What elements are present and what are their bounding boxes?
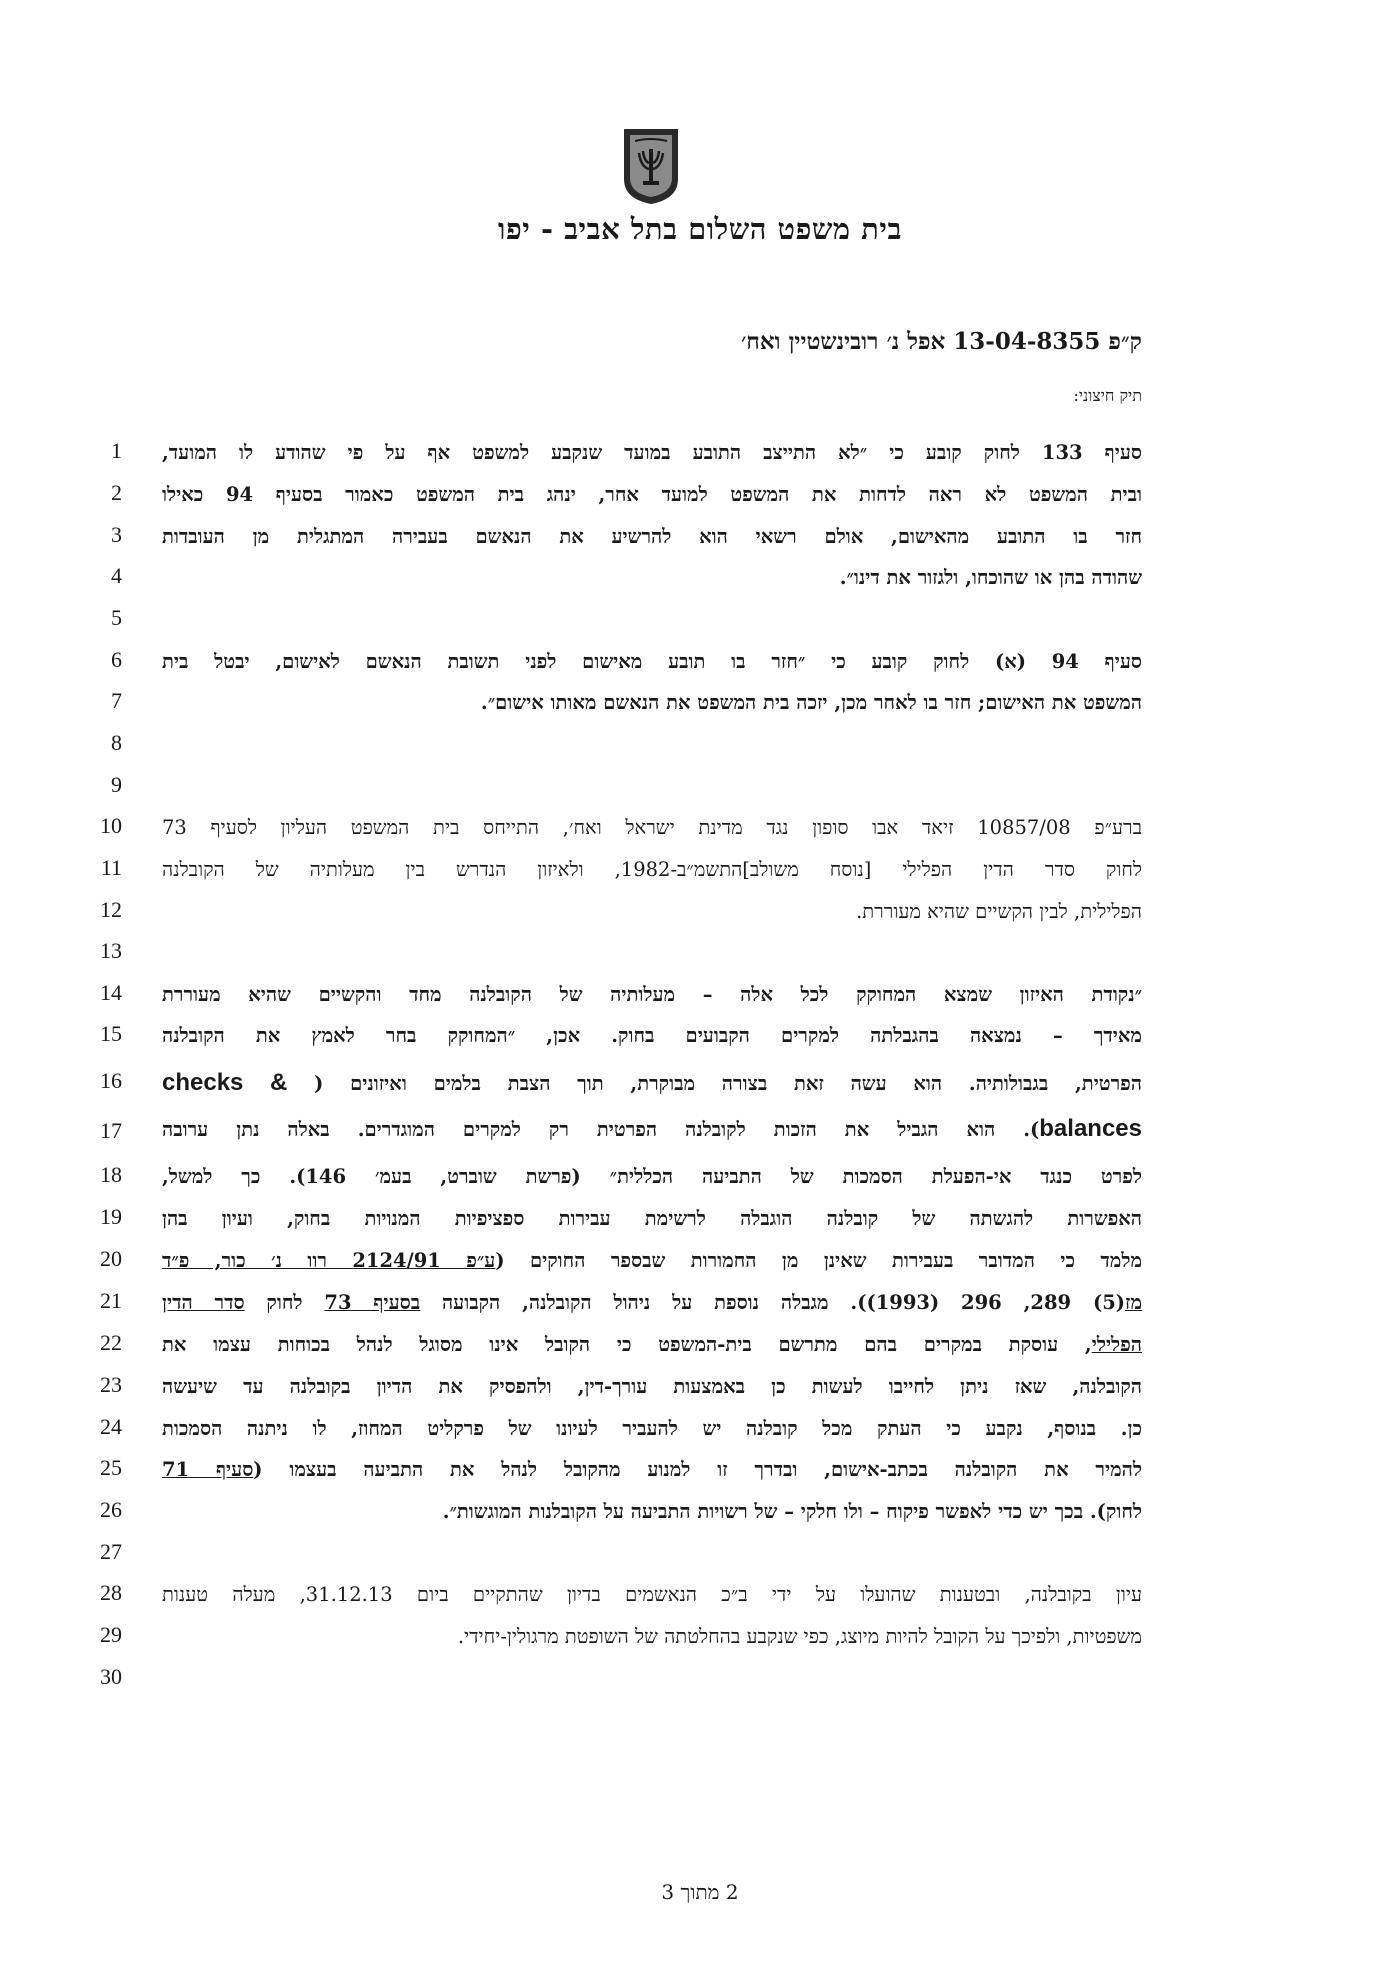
line-number: 18: [100, 1162, 122, 1187]
line-number: 16: [100, 1068, 122, 1093]
line-number: 29: [100, 1622, 122, 1647]
text-line-2: ובית המשפט לא ראה לדחות את המשפט למועד אחר, ינהג בית המשפט כאמור בסעיף 94 כאילו: [162, 483, 1142, 506]
text-line-25: [162, 1455, 1142, 1487]
line-number: 11: [100, 855, 122, 880]
text-line-25-text: להמיר את הקובלנה בכתב-אישום, ובדרך זו למנוע מהקובל לנהל את התביעה בעצמו (: [253, 1458, 1142, 1481]
section-71-reference: סעיף 71: [162, 1458, 254, 1481]
citation-link: ע״פ 2124/91 רוו נ׳ כור, פ״ד: [162, 1249, 496, 1272]
text-line-6: סעיף 94 (א) לחוק קובע כי ״חזר בו תובע מאישום לפני תשובת הנאשם לאישום, יבטל בית: [162, 650, 1142, 673]
line-number: 1: [111, 438, 122, 463]
text-line-21: [162, 1288, 1142, 1320]
text-line-21-text: (5) 289, 296 (1993)). מגבלה נוספת על ניהול הקובלנה, הקבועה: [420, 1291, 1126, 1314]
law-reference-cont: הפלילי: [1091, 1333, 1142, 1356]
text-line-16-hebrew: הפרטית, בגבולותיה. הוא עשה זאת בצורה מבוקרת, תוך הצבת בלמים ואיזונים (: [314, 1072, 1142, 1095]
text-line-4: שהודה בהן או שהוכחו, ולגזור את דינו״.: [839, 566, 1142, 589]
line-number: 19: [100, 1204, 122, 1229]
line-number: 26: [100, 1497, 122, 1522]
text-line-24: כן. בנוסף, נקבע כי העתק מכל קובלנה יש להעביר לעיונו של פרקליט המחוז, לו ניתנה הסמכות: [162, 1417, 1142, 1440]
text-line-20: [162, 1246, 1142, 1278]
text-line-15: מאידך – נמצאה בהגבלתה למקרים הקבועים בחוק. אכן, ״המחוקק בחר לאמץ את הקובלנה: [162, 1024, 1142, 1047]
line-number: 14: [100, 980, 122, 1005]
internal-file-label: תיק חיצוני:: [1073, 386, 1142, 405]
law-reference: סדר הדין: [162, 1291, 245, 1314]
text-line-12: הפלילית, לבין הקשיים שהיא מעוררת.: [856, 900, 1142, 923]
text-line-1: סעיף 133 לחוק קובע כי ״לא התייצב התובע במועד שנקבע למשפט אף על פי שהודע לו המועד,: [162, 441, 1142, 464]
line-number: 7: [111, 688, 122, 713]
line-number: 25: [100, 1455, 122, 1480]
state-emblem-icon: [621, 127, 681, 205]
line-number: 10: [100, 813, 122, 838]
line-number: 5: [111, 605, 122, 630]
text-line-16-latin: checks &: [162, 1069, 288, 1096]
line-number: 24: [100, 1414, 122, 1439]
line-number: 20: [100, 1246, 122, 1271]
line-number: 21: [100, 1288, 122, 1313]
text-line-26: לחוק). בכך יש כדי לאפשר פיקוח – ולו חלקי – של רשויות התביעה על הקובלנות המוגשות״.: [442, 1500, 1142, 1523]
line-number: 3: [111, 522, 122, 547]
line-number: 4: [111, 563, 122, 588]
text-line-29: משפטיות, ולפיכך על הקובל להיות מיוצג, כפי שנקבע בהחלטתה של השופטת מרגולין-יחידי.: [457, 1625, 1142, 1648]
line-number: 12: [100, 897, 122, 922]
line-number: 13: [100, 938, 122, 963]
line-number: 8: [111, 730, 122, 755]
text-line-28: עיון בקובלנה, ובטענות שהועלו על ידי ב״כ הנאשמים בדיון שהתקיים ביום 31.12.13, מעלה טענות: [162, 1583, 1142, 1606]
court-name: בית משפט השלום בתל אביב - יפו: [498, 212, 902, 246]
text-line-22: [162, 1330, 1142, 1362]
text-line-17-hebrew: ). הוא הגביל את הזכות לקובלנה הפרטית רק למקרים המוגדרים. באלה נתן ערובה: [162, 1118, 1040, 1141]
text-line-22-text: , עוסקת במקרים בהם מתרשם בית-המשפט כי הקובל אינו מסוגל לנהל בכוחות עצמו את: [162, 1333, 1092, 1356]
text-line-11: לחוק סדר הדין הפלילי [נוסח משולב]התשמ״ב-1982, ולאיזון הנדרש בין מעלותיה של הקובלנה: [162, 858, 1142, 881]
line-number: 6: [111, 647, 122, 672]
section-reference: בסעיף 73: [324, 1291, 421, 1314]
text-line-10: ברע״פ 10857/08 זיאד אבו סופון נגד מדינת ישראל ואח׳, התייחס בית המשפט העליון לסעיף 73: [162, 816, 1142, 839]
line-number: 22: [100, 1330, 122, 1355]
line-number: 9: [111, 772, 122, 797]
text-line-21-mid: לחוק: [244, 1291, 325, 1314]
line-number: 2: [111, 480, 122, 505]
line-number: 30: [100, 1664, 122, 1689]
line-number: 23: [100, 1372, 122, 1397]
text-line-19: האפשרות להגשתה של קובלנה הוגבלה לרשימת עבירות ספציפיות המנויות בחוק, ועיון בהן: [162, 1207, 1142, 1230]
case-title: ק״פ 13-04-8355 אפל נ׳ רובינשטיין ואח׳: [740, 328, 1142, 355]
text-line-16: [162, 1068, 1142, 1100]
text-line-7: המשפט את האישום; חזר בו לאחר מכן, יזכה בית המשפט את הנאשם מאותו אישום״.: [480, 691, 1142, 714]
text-line-17: [162, 1114, 1142, 1146]
text-line-23: הקובלנה, שאז ניתן לחייבו לעשות כן באמצעות עורך-דין, ולהפסיק את הדיון בקובלנה עד שיעשה: [162, 1375, 1142, 1398]
text-line-17-latin: balances: [1039, 1115, 1142, 1142]
line-number: 17: [100, 1118, 122, 1143]
line-number: 28: [100, 1580, 122, 1605]
line-number: 15: [100, 1021, 122, 1046]
text-line-3: חזר בו התובע מהאישום, אולם רשאי הוא להרשיע את הנאשם בעבירה המתגלית מן העובדות: [162, 525, 1142, 548]
text-line-20-text: מלמד כי המדובר בעבירות שאינן מן החמורות שבספר החוקים (: [495, 1249, 1142, 1272]
text-line-14: ״נקודת האיזון שמצא המחוקק לכל אלה – מעלותיה של הקובלנה מחד והקשיים שהיא מעוררת: [162, 983, 1142, 1006]
text-line-18: לפרט כנגד אי-הפעלת הסמכות של התביעה הכללית״ (פרשת שוברט, בעמ׳ 146). כך למשל,: [162, 1165, 1142, 1188]
page-indicator: 2 מתוך 3: [661, 1880, 739, 1904]
line-number: 27: [100, 1539, 122, 1564]
citation-volume: מז: [1125, 1291, 1142, 1314]
